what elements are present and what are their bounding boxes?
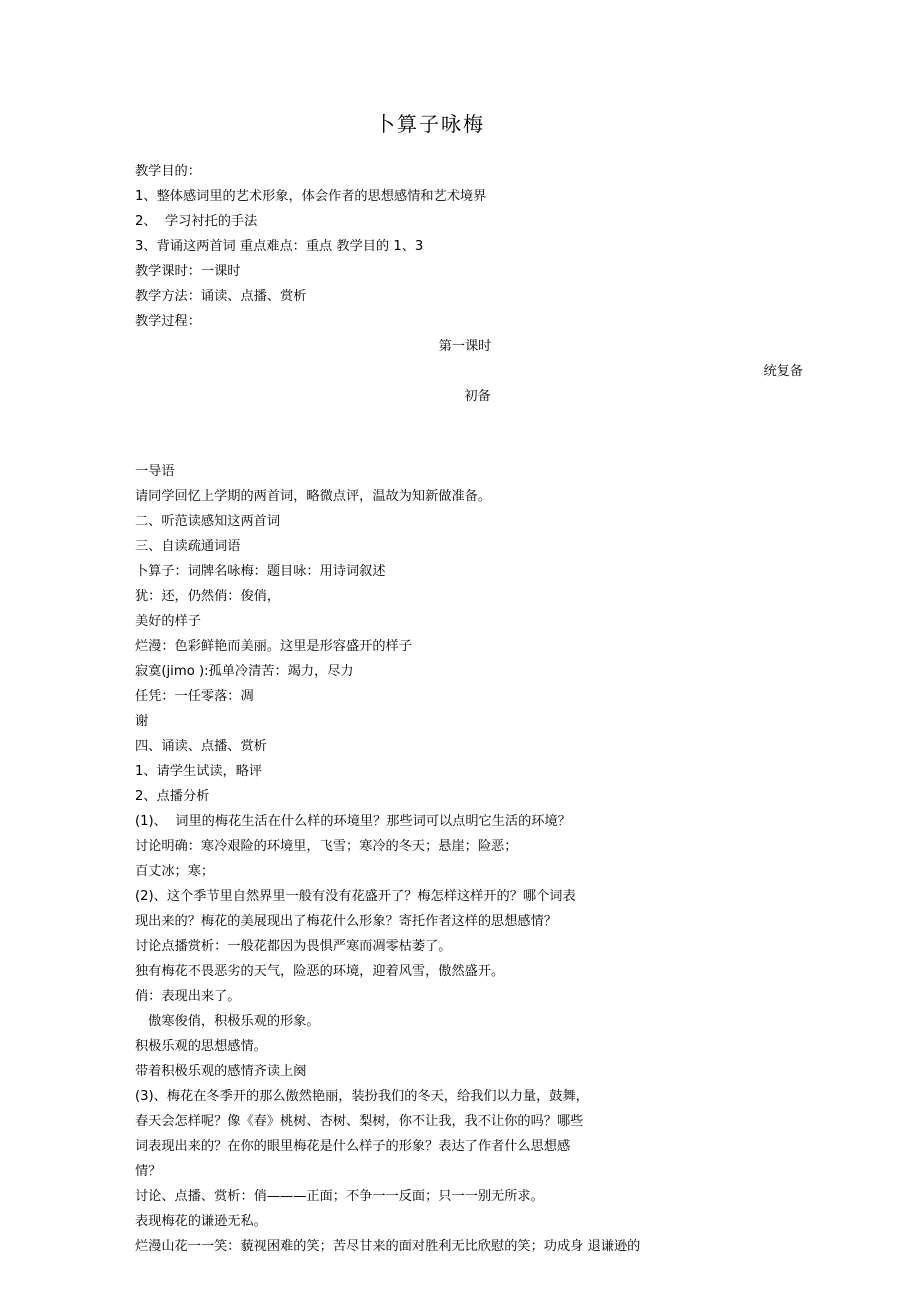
body-line: 犹：还，仍然俏：俊俏， bbox=[135, 589, 281, 604]
body-line: (3)、梅花在冬季开的那么傲然艳丽，装扮我们的冬天，给我们以力量，鼓舞， bbox=[135, 1089, 589, 1104]
section-heading: 第一课时 bbox=[438, 339, 492, 354]
body-line: 情？ bbox=[135, 1164, 162, 1179]
body-line: 任凭：一任零落：凋 bbox=[135, 689, 254, 704]
body-line: (2)、这个季节里自然界里一般有没有花盛开了？梅怎样这样开的？哪个词表 bbox=[135, 889, 576, 904]
body-line: 三、自读疏通词语 bbox=[135, 539, 241, 554]
body-line: 现出来的？梅花的美展现出了梅花什么形象？寄托作者这样的思想感情？ bbox=[135, 914, 557, 929]
subheading-row bbox=[135, 359, 803, 459]
body-line: 四、诵读、点播、赏析 bbox=[135, 739, 267, 754]
subheading-right: 统复备 bbox=[763, 364, 803, 379]
page-title: 卜算子咏梅 bbox=[375, 112, 485, 136]
subheading-left: 初备 bbox=[464, 389, 491, 404]
body-line: 讨论、点播、赏析：俏———正面；不争一一反面；只一一别无所求。 bbox=[135, 1189, 544, 1204]
body-line: 傲寒俊俏，积极乐观的形象。 bbox=[135, 1014, 320, 1029]
body-line: 谢 bbox=[135, 714, 149, 729]
body-line: 表现梅花的谦逊无私。 bbox=[135, 1214, 267, 1229]
body-line: 俏：表现出来了。 bbox=[135, 989, 241, 1004]
body-line: 请同学回忆上学期的两首词，略微点评，温故为知新做准备。 bbox=[135, 489, 492, 504]
body-line: 独有梅花不畏恶劣的天气，险恶的环境，迎着风雪，傲然盛开。 bbox=[135, 964, 505, 979]
body-line: 寂寞(jimo ):孤单冷清苦：竭力，尽力 bbox=[135, 664, 354, 679]
body-line: 讨论明确：寒冷艰险的环境里，飞雪；寒冷的冬天；悬崖；险恶； bbox=[135, 839, 518, 854]
header-line: 教学过程： bbox=[135, 314, 201, 329]
body-line: 一导语 bbox=[135, 464, 175, 479]
body-line: 积极乐观的思想感情。 bbox=[135, 1039, 267, 1054]
body-line: 带着积极乐观的感情齐读上阕 bbox=[135, 1064, 307, 1079]
body-line: 春天会怎样呢？像《春》桃树、杏树、梨树，你不让我，我不让你的吗？哪些 bbox=[135, 1114, 584, 1129]
body-line: 1、请学生试读，略评 bbox=[135, 764, 263, 779]
body-line: 2、点播分析 bbox=[135, 789, 210, 804]
header-line: 1、整体感词里的艺术形象，体会作者的思想感情和艺术境界 bbox=[135, 189, 487, 204]
body-line: (1)、 词里的梅花生活在什么样的环境里？那些词可以点明它生活的环境？ bbox=[135, 814, 571, 829]
body-line: 卜算子：词牌名咏梅：题目咏：用诗词叙述 bbox=[135, 564, 386, 579]
body-line: 美好的样子 bbox=[135, 614, 201, 629]
header-line: 2、 学习衬托的手法 bbox=[135, 214, 258, 229]
body-line: 百丈冰；寒； bbox=[135, 864, 215, 879]
body-line: 二、听范读感知这两首词 bbox=[135, 514, 281, 529]
header-line: 3、背诵这两首词 重点难点：重点 教学目的 1、3 bbox=[135, 239, 424, 254]
document-body bbox=[0, 159, 920, 1259]
body-line: 词表现出来的？在你的眼里梅花是什么样子的形象？表达了作者什么思想感 bbox=[135, 1139, 571, 1154]
body-line: 烂漫山花一一笑：藐视困难的笑；苦尽甘来的面对胜利无比欣慰的笑；功成身 退谦逊的 bbox=[135, 1239, 641, 1254]
header-line: 教学方法：诵读、点播、赏析 bbox=[135, 289, 307, 304]
header-line: 教学课时：一课时 bbox=[135, 264, 241, 279]
header-line: 教学目的： bbox=[135, 164, 201, 179]
body-line: 烂漫：色彩鲜艳而美丽。这里是形容盛开的样子 bbox=[135, 639, 412, 654]
body-line: 讨论点播赏析：一般花都因为畏惧严寒而凋零枯萎了。 bbox=[135, 939, 452, 954]
